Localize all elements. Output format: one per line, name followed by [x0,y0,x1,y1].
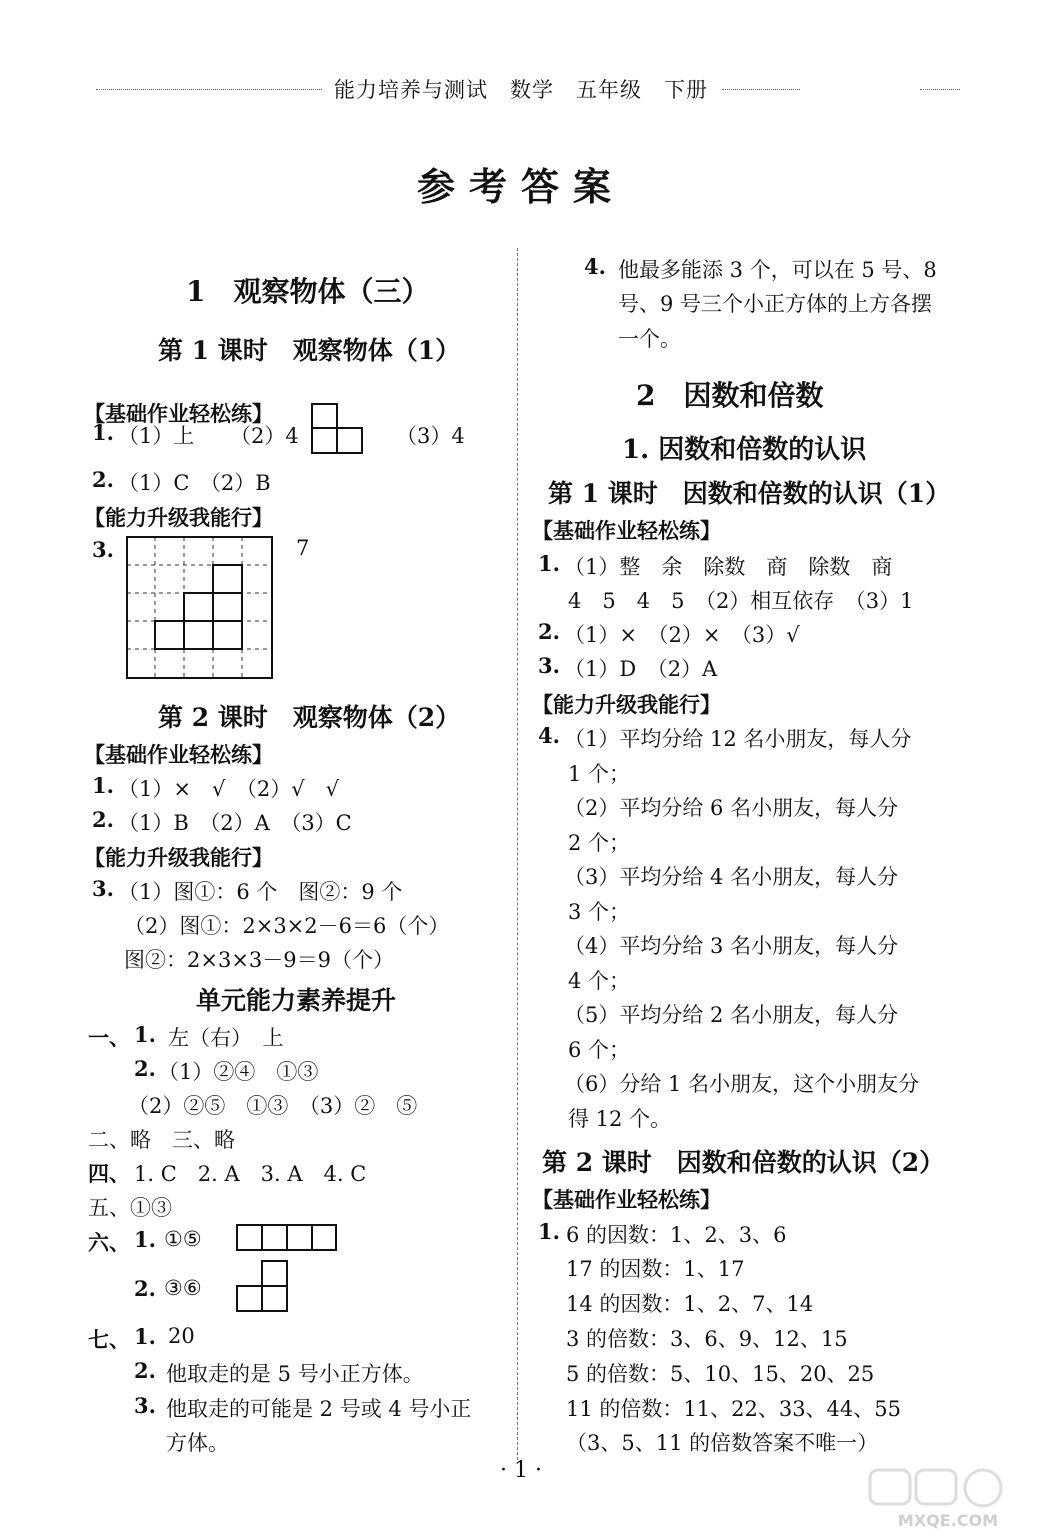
answer-text: （1）C （2）B [118,471,271,495]
answer-text: 11 的倍数：11、22、33、44、55 [566,1397,902,1421]
answer-text: ③⑥ [164,1276,202,1300]
answer-text: （2）4 [230,424,299,448]
q-number: 2. [538,619,560,644]
answer-text: 1 个； [568,762,631,786]
lesson-2-heading: 第 2 课时 观察物体（2） [158,703,461,732]
answer-text: （1）D （2）A [564,657,718,681]
answer-text: 他取走的是 5 号小正方体。 [166,1362,424,1386]
lesson-1-heading: 第 1 课时 观察物体（1） [158,336,461,365]
answer-text: 14 的因数：1、2、7、14 [566,1292,814,1316]
q-number: 1. [134,1324,156,1349]
answer-text: （4）平均分给 3 名小朋友，每人分 [564,934,899,958]
page-number: · 1 · [500,1458,542,1483]
tag-basic: 【基础作业轻松练】 [84,742,273,767]
answer-text: 1. C 2. A 3. A 4. C [134,1162,367,1186]
answer-text: （1）②④ ①③ [158,1060,319,1084]
watermark-text: MXQE.COM [897,1511,999,1530]
q-number: 1. [92,420,114,445]
answer-text: 4 5 4 5 （2）相互依存 （3）1 [568,589,914,613]
q-number: 2. [92,807,114,832]
lesson-1-heading-r: 第 1 课时 因数和倍数的认识（1） [548,479,951,508]
answer-text: 2 个； [568,831,631,855]
answer-text: （2）②⑤ ①③ （3）② ⑤ [128,1094,418,1118]
answer-text: 图②：2×3×3－9＝9（个） [124,948,394,972]
q-number: 3. [92,876,114,901]
unit-1-heading: 1 观察物体（三） [186,275,430,308]
q-number: 4. [584,254,606,279]
answer-text: 7 [296,536,310,560]
q-number: 2. [134,1056,156,1081]
answer-text: 他取走的可能是 2 号或 4 号小正 [166,1397,472,1421]
view-figure-l2 [236,1260,290,1314]
answer-text: （1）平均分给 12 名小朋友，每人分 [564,727,912,751]
answer-text: 6 的因数：1、2、3、6 [566,1223,787,1247]
tag-advanced: 【能力升级我能行】 [532,692,721,717]
view-figure-l1 [311,403,365,455]
answer-text: 20 [168,1324,195,1348]
answer-text: 3 的倍数：3、6、9、12、15 [566,1327,848,1351]
watermark-logo [868,1468,1028,1530]
answer-text: 方体。 [166,1431,229,1455]
page-title: 参考答案 [416,164,625,209]
answer-text: 他最多能添 3 个，可以在 5 号、8 [618,258,937,282]
answer-text: 17 的因数：1、17 [566,1257,745,1281]
q-number: 2. [134,1276,156,1301]
answer-text: （1）× √ （2）√ √ [118,777,339,801]
answer-text: 五、①③ [88,1196,172,1220]
section-lead: 四、 [88,1161,130,1186]
answer-text: （6）分给 1 名小朋友，这个小朋友分 [564,1072,920,1096]
answer-text: 得 12 个。 [568,1107,672,1131]
answer-text: （3、5、11 的倍数答案不唯一） [566,1431,879,1455]
section-lead: 七、 [88,1327,130,1352]
q-number: 2. [92,467,114,492]
section-lead: 六、 [88,1230,130,1255]
answer-text: （3）4 [396,424,465,448]
grid-figure [126,536,274,680]
answer-text: 一个。 [618,327,681,351]
q-number: 3. [538,653,560,678]
q-number: 2. [134,1358,156,1383]
answer-text: （1）B （2）A （3）C [118,811,352,835]
answer-text: （1）× （2）× （3）√ [564,623,800,647]
answer-text: ①⑤ [164,1227,202,1251]
answer-text: （3）平均分给 4 名小朋友，每人分 [564,865,899,889]
section-lead: 一、 [88,1025,130,1050]
answer-text: 4 个； [568,969,631,993]
tag-basic: 【基础作业轻松练】 [532,1187,721,1212]
answer-text: 二、略 三、略 [88,1128,235,1152]
q-number: 1. [538,1219,560,1244]
answer-text: （5）平均分给 2 名小朋友，每人分 [564,1003,899,1027]
lesson-2-heading-r: 第 2 课时 因数和倍数的认识（2） [542,1148,945,1177]
answer-text: 3 个； [568,900,631,924]
answer-text: 5 的倍数：5、10、15、20、25 [566,1362,875,1386]
tag-advanced: 【能力升级我能行】 [84,505,273,530]
column-divider [517,248,518,1460]
view-figure-row [236,1224,338,1252]
q-number: 4. [538,723,560,748]
answer-text: （1）上 [118,424,195,448]
q-number: 1. [134,1227,156,1252]
tag-basic: 【基础作业轻松练】 [84,401,273,426]
running-header: 能力培养与测试 数学 五年级 下册 [334,78,708,102]
q-number: 3. [92,537,114,562]
answer-text: （1）图①：6 个 图②：9 个 [118,880,403,904]
tag-advanced: 【能力升级我能行】 [84,845,273,870]
section-1-heading: 1. 因数和倍数的认识 [622,435,867,465]
q-number: 1. [134,1022,156,1047]
answer-text: 号、9 号三个小正方体的上方各摆 [618,292,933,316]
unit-2-heading: 2 因数和倍数 [636,379,824,412]
unit-review-heading: 单元能力素养提升 [196,986,397,1015]
q-number: 3. [134,1393,156,1418]
answer-text: （2）平均分给 6 名小朋友，每人分 [564,796,899,820]
answer-text: （2）图①：2×3×2－6＝6（个） [124,914,450,938]
q-number: 1. [92,773,114,798]
answer-text: （1）整 余 除数 商 除数 商 [564,555,893,579]
q-number: 1. [538,551,560,576]
answer-text: 6 个； [568,1038,631,1062]
tag-basic: 【基础作业轻松练】 [532,518,721,543]
answer-text: 左（右） 上 [168,1026,284,1050]
